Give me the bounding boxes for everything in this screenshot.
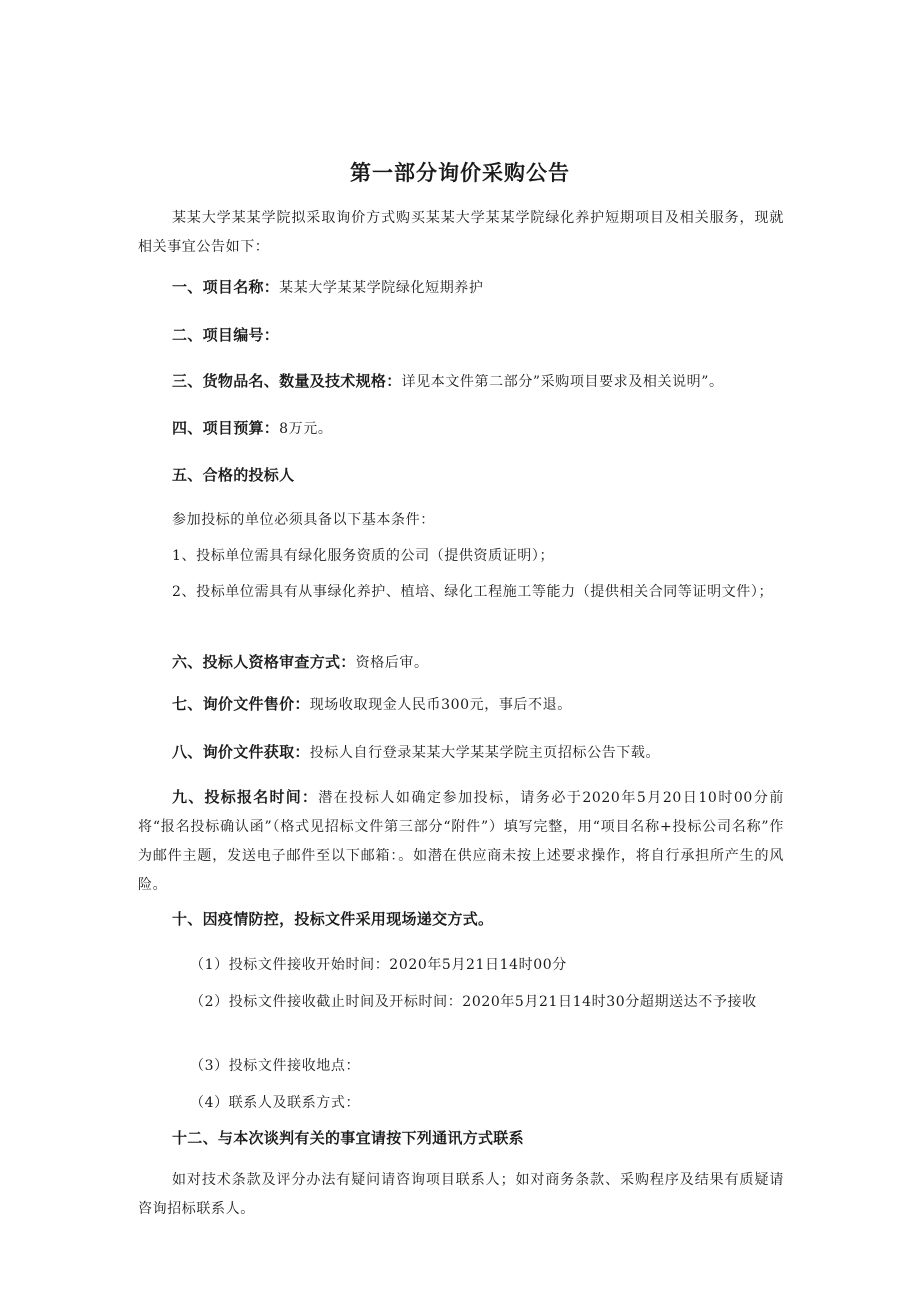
item-label: 一、项目名称： <box>172 278 280 296</box>
submission-item-1: （1）投标文件接收开始时间：2020年5月21日14时00分 <box>190 957 567 973</box>
item-project-number <box>172 321 784 351</box>
contact-paragraph: 如对技术条款及评分办法有疑问请咨询项目联系人；如对商务条款、采购程序及结果有质疑请咨询招标联系人。 <box>138 1172 784 1217</box>
item-contact <box>172 1124 784 1154</box>
item-value: 详见本文件第二部分”采购项目要求及相关说明”。 <box>401 374 724 390</box>
qualification-item-2: 2、投标单位需具有从事绿化养护、植培、绿化工程施工等能力（提供相关合同等证明文件）； <box>172 584 774 600</box>
item-label: 十、因疫情防控，投标文件采用现场递交方式。 <box>172 910 494 928</box>
item-label: 七、询价文件售价： <box>172 695 310 713</box>
item-review-method <box>172 648 784 678</box>
item-label: 八、询价文件获取： <box>172 743 310 761</box>
item-label: 十二、与本次谈判有关的事宜请按下列通讯方式联系 <box>172 1129 524 1147</box>
item-label: 四、项目预算： <box>172 419 280 437</box>
intro-paragraph: 某某大学某某学院拟采取询价方式购买某某大学某某学院绿化养护短期项目及相关服务，现就相关事宜公告如下： <box>138 210 784 255</box>
qualification-intro: 参加投标的单位必须具备以下基本条件： <box>172 512 435 528</box>
item-submission <box>172 905 784 935</box>
item-label: 六、投标人资格审查方式： <box>172 653 356 671</box>
item-value: 8万元。 <box>279 421 333 437</box>
item-value: 投标人自行登录某某大学某某学院主页招标公告下载。 <box>309 745 661 761</box>
item-registration-time <box>138 783 784 900</box>
item-value: 资格后审。 <box>355 655 429 671</box>
item-doc-price <box>172 690 784 720</box>
submission-item-4: （4）联系人及联系方式： <box>190 1095 361 1111</box>
item-label: 二、项目编号： <box>172 326 280 344</box>
item-label: 九、投标报名时间： <box>172 788 319 806</box>
qualification-item-1: 1、投标单位需具有绿化服务资质的公司（提供资质证明）； <box>172 548 555 564</box>
item-value: 现场收取现金人民币300元，事后不退。 <box>309 697 572 713</box>
submission-item-2: （2）投标文件接收截止时间及开标时间：2020年5月21日14时30分超期送达不予接收 <box>190 994 757 1010</box>
page-title: 第一部分询价采购公告 <box>350 161 570 185</box>
item-budget <box>172 414 784 444</box>
item-label: 五、合格的投标人 <box>172 466 295 484</box>
item-doc-obtain <box>172 738 784 768</box>
item-value: 潜在投标人如确定参加投标，请务必于2020年5月20日10时00分前将“报名投标确认函”（格式见招标文件第三部分“附件”）填写完整，用“项目名称+投标公司名称”作为邮件主题，发送电子邮件至以下邮箱：。如潜在供应商未按上述要求操作，将自行承担所产生的风险。 <box>138 790 784 893</box>
item-label: 三、货物品名、数量及技术规格： <box>172 372 402 390</box>
item-qualified-bidder <box>172 461 784 491</box>
item-goods-spec <box>172 367 784 397</box>
submission-item-3: （3）投标文件接收地点： <box>190 1058 361 1074</box>
item-value: 某某大学某某学院绿化短期养护 <box>279 280 484 296</box>
item-project-name <box>172 273 784 303</box>
